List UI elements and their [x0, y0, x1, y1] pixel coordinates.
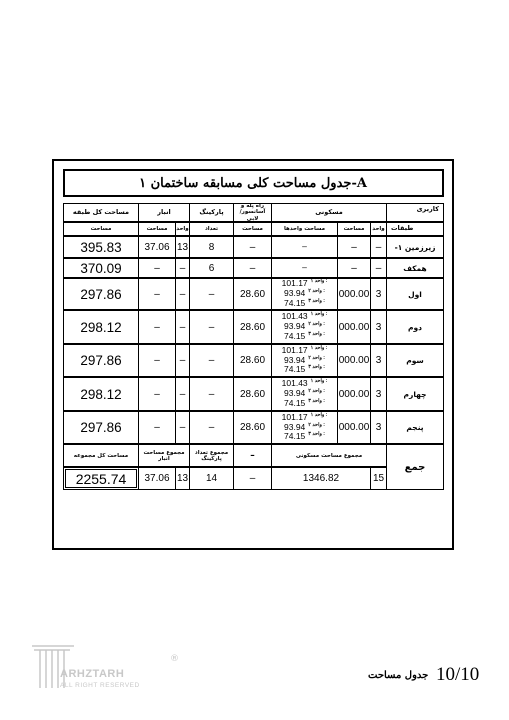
header-res-area: مساحت — [337, 222, 371, 236]
row-parking-count: 8 — [189, 236, 234, 258]
summary-res-header: مجموع مساحت مسکونی — [271, 444, 387, 467]
header-total-floor: مساحت کل طبقه — [63, 203, 139, 222]
unit-area-value: 93.94 — [284, 288, 306, 299]
row-floor-label: سوم — [386, 344, 444, 377]
unit-area-label: واحد ۲ : — [308, 421, 325, 428]
unit-area-value: 74.15 — [284, 330, 306, 341]
registered-icon: ® — [170, 654, 179, 664]
unit-area-value: 101.17 — [281, 278, 308, 289]
summary-storage-header: مجموع مساحت انبار — [138, 444, 190, 467]
unit-area-label: واحد ۳ : — [308, 364, 325, 371]
unit-area-value: 93.94 — [284, 388, 306, 399]
header-residential: مسکونی — [271, 203, 387, 222]
unit-area-value: 93.94 — [284, 354, 306, 365]
header-storage: انبار — [138, 203, 190, 222]
row-res-unit: 3 — [370, 310, 387, 344]
unit-area-value: 74.15 — [284, 397, 306, 408]
row-units-area: – — [271, 236, 338, 258]
unit-area-label: واحد ۳ : — [308, 397, 325, 404]
row-floor-label: چهارم — [386, 377, 444, 411]
unit-area-value: 93.94 — [284, 421, 306, 432]
unit-area-line — [284, 399, 325, 409]
unit-area-label: واحد ۱ : — [310, 344, 328, 351]
row-stair-area: 28.60 — [233, 377, 272, 411]
header-floors: طبقات — [386, 222, 444, 236]
row-res-unit: 3 — [370, 278, 387, 310]
summary-parking-total: 14 — [189, 467, 234, 490]
row-parking-count: – — [189, 377, 234, 411]
row-storage-unit: – — [175, 344, 190, 377]
row-total-floor: 395.83 — [63, 236, 139, 258]
unit-area-label: واحد ۲ : — [308, 321, 325, 328]
row-storage-unit: – — [175, 278, 190, 310]
page-number: 10/10 — [436, 664, 480, 685]
row-res-area: 000.00 — [337, 377, 371, 411]
row-storage-area: – — [138, 258, 176, 278]
unit-area-label: واحد ۱ : — [310, 311, 328, 318]
header-parking-count: تعداد — [189, 222, 234, 236]
row-parking-count: – — [189, 411, 234, 444]
row-total-floor: 298.12 — [63, 377, 139, 411]
unit-area-line — [284, 432, 325, 442]
row-stair-area: – — [233, 258, 272, 278]
row-floor-label: زیرزمین ۱- — [386, 236, 444, 258]
row-floor-label: پنجم — [386, 411, 444, 444]
row-storage-unit: 13 — [175, 236, 190, 258]
row-res-area: 000.00 — [337, 310, 371, 344]
row-parking-count: – — [189, 278, 234, 310]
row-res-area: 000.00 — [337, 344, 371, 377]
summary-res-total: 1346.82 — [271, 467, 371, 490]
row-stair-area: 28.60 — [233, 344, 272, 377]
row-parking-count: – — [189, 344, 234, 377]
unit-area-value: 101.43 — [281, 378, 308, 389]
row-stair-area: 28.60 — [233, 278, 272, 310]
header-total-floor-area: مساحت — [63, 222, 139, 236]
row-res-unit: 3 — [370, 344, 387, 377]
row-res-area: – — [337, 258, 371, 278]
unit-area-value: 101.17 — [281, 411, 308, 422]
row-total-floor: 370.09 — [63, 258, 139, 278]
unit-area-label: واحد ۱ : — [310, 378, 328, 385]
row-units-area — [271, 411, 338, 444]
row-storage-area: 37.06 — [138, 236, 176, 258]
row-total-floor: 297.86 — [63, 278, 139, 310]
row-storage-unit: – — [175, 377, 190, 411]
unit-area-value: 101.43 — [281, 311, 308, 322]
summary-stair-total: – — [233, 467, 272, 490]
unit-area-label: واحد ۲ : — [308, 388, 325, 395]
row-storage-area: – — [138, 310, 176, 344]
row-stair-area: 28.60 — [233, 411, 272, 444]
unit-area-value: 101.17 — [281, 344, 308, 355]
row-res-unit: 3 — [370, 377, 387, 411]
row-units-area: – — [271, 258, 338, 278]
row-floor-label: همکف — [386, 258, 444, 278]
row-storage-area: – — [138, 278, 176, 310]
row-total-floor: 297.86 — [63, 411, 139, 444]
unit-area-label: واحد ۳ : — [308, 431, 325, 438]
row-total-floor: 297.86 — [63, 344, 139, 377]
row-res-area: 000.00 — [337, 278, 371, 310]
row-res-unit: 3 — [370, 411, 387, 444]
row-floor-label: اول — [386, 278, 444, 310]
row-storage-unit: – — [175, 258, 190, 278]
unit-area-value: 74.15 — [284, 297, 306, 308]
row-units-area — [271, 377, 338, 411]
unit-area-label: واحد ۲ : — [308, 288, 325, 295]
row-storage-unit: – — [175, 411, 190, 444]
header-usage: کاربری — [386, 203, 444, 222]
header-storage-unit: واحد — [175, 222, 190, 236]
row-floor-label: دوم — [386, 310, 444, 344]
row-stair-area: 28.60 — [233, 310, 272, 344]
unit-area-label: واحد ۱ : — [310, 278, 328, 285]
row-storage-area: – — [138, 377, 176, 411]
header-storage-area: مساحت — [138, 222, 176, 236]
unit-area-line — [284, 332, 325, 342]
row-res-area: – — [337, 236, 371, 258]
header-res-units-area: مساحت واحدها — [271, 222, 338, 236]
summary-label: جمع — [386, 444, 444, 490]
logo-text: ARHZTARH — [60, 668, 125, 680]
summary-parking-header: مجموع تعداد پارکینگ — [189, 444, 234, 467]
summary-stair-header: – — [233, 444, 272, 467]
summary-storage-units: 13 — [175, 467, 190, 490]
row-total-floor: 298.12 — [63, 310, 139, 344]
unit-area-line — [284, 365, 325, 375]
row-storage-unit: – — [175, 310, 190, 344]
summary-grand-total: 2255.74 — [63, 467, 139, 490]
row-storage-area: – — [138, 411, 176, 444]
row-parking-count: – — [189, 310, 234, 344]
unit-area-line — [284, 299, 325, 309]
summary-res-units: 15 — [370, 467, 387, 490]
unit-area-label: واحد ۳ : — [308, 297, 325, 304]
row-stair-area: – — [233, 236, 272, 258]
summary-grand-header: مساحت کل مجموعه — [63, 444, 139, 467]
row-units-area — [271, 278, 338, 310]
unit-area-value: 93.94 — [284, 321, 306, 332]
row-units-area — [271, 344, 338, 377]
row-res-unit: – — [370, 258, 387, 278]
table-title: جدول مساحت کلی مسابقه ساختمان ۱-A — [63, 169, 444, 197]
unit-area-value: 74.15 — [284, 364, 306, 375]
header-stair: راه پله و آسانسور/لابی — [233, 203, 272, 222]
summary-storage-total: 37.06 — [138, 467, 176, 490]
header-stair-area: مساحت — [233, 222, 272, 236]
unit-area-label: واحد ۲ : — [308, 354, 325, 361]
header-parking: پارکینگ — [189, 203, 234, 222]
header-res-unit: واحد — [370, 222, 387, 236]
row-units-area — [271, 310, 338, 344]
unit-area-value: 74.15 — [284, 431, 306, 442]
row-storage-area: – — [138, 344, 176, 377]
logo-subtext: ALL RIGHT RESERVED — [60, 682, 140, 689]
unit-area-label: واحد ۱ : — [310, 411, 328, 418]
row-res-unit: – — [370, 236, 387, 258]
row-parking-count: 6 — [189, 258, 234, 278]
unit-area-label: واحد ۳ : — [308, 330, 325, 337]
row-res-area: 000.00 — [337, 411, 371, 444]
page-label: جدول مساحت — [368, 670, 429, 681]
